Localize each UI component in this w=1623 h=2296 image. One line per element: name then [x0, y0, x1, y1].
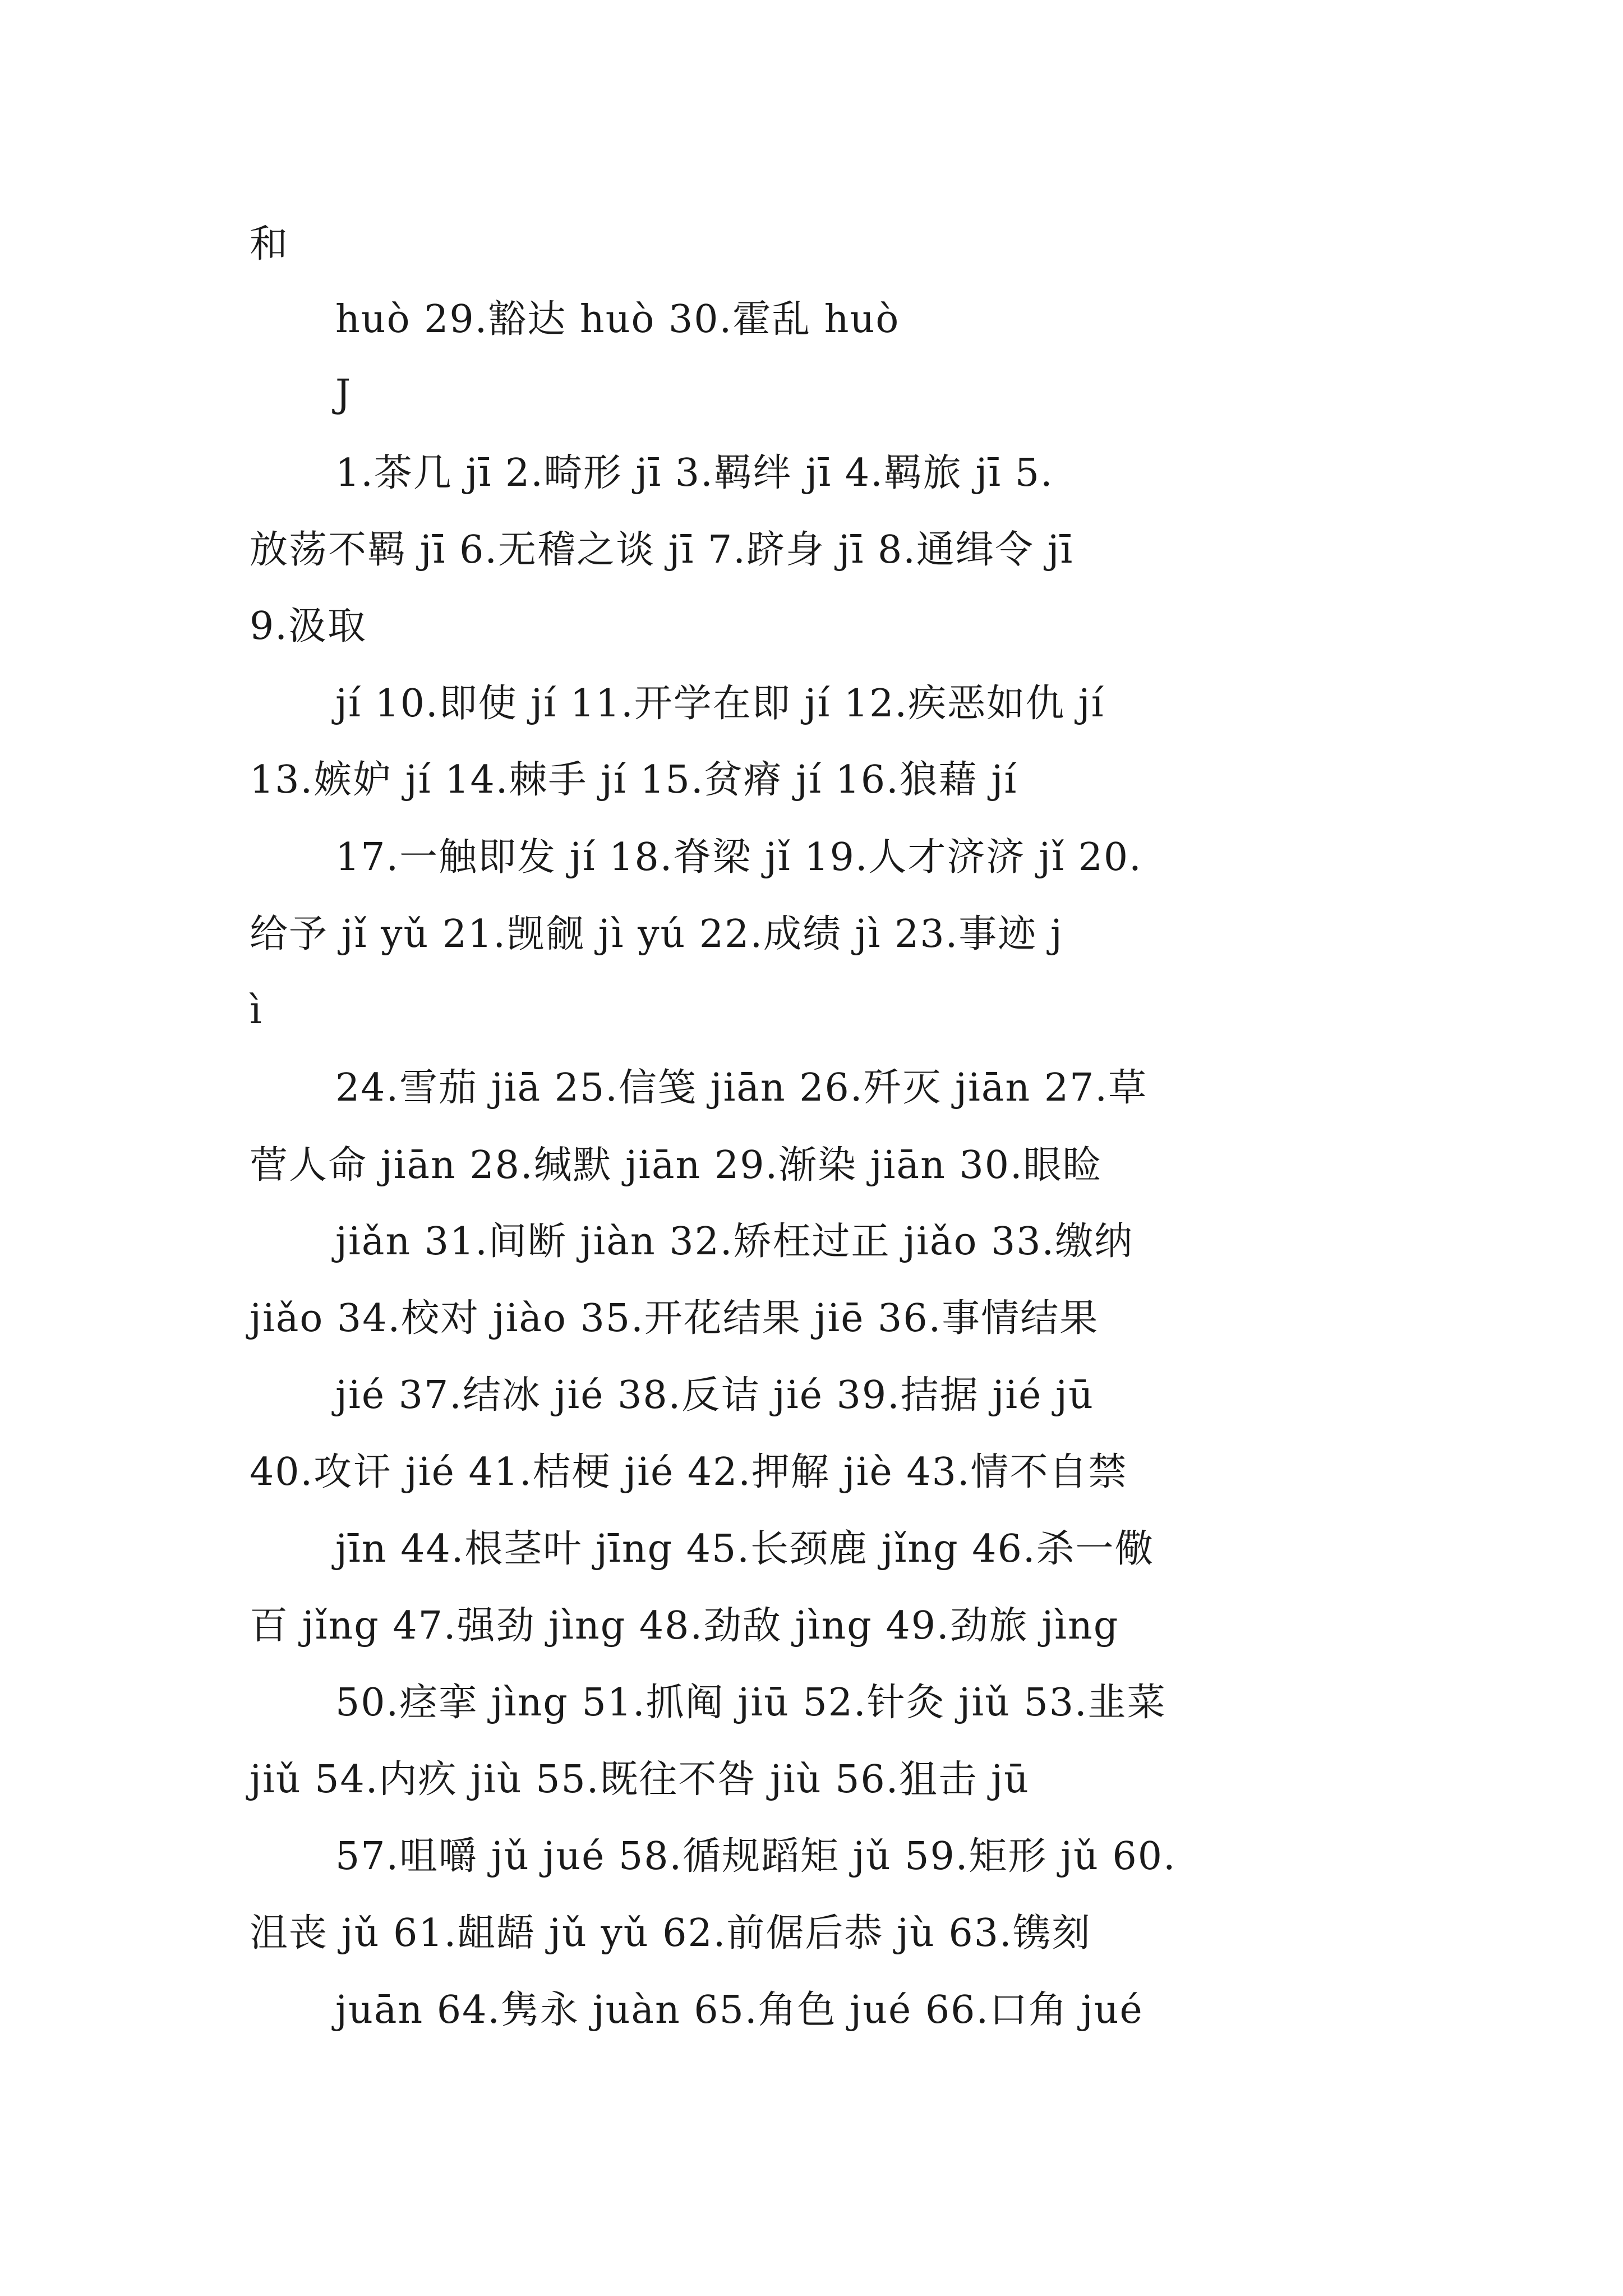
- text-line: 9.汲取: [250, 604, 367, 648]
- text-line: jiǎn 31.间断 jiàn 32.矫枉过正 jiǎo 33.缴纳: [335, 1220, 1134, 1264]
- text-line: 13.嫉妒 jí 14.棘手 jí 15.贫瘠 jí 16.狼藉 jí: [250, 758, 1018, 802]
- text-line: jiǎo 34.校对 jiào 35.开花结果 jiē 36.事情结果: [250, 1296, 1099, 1341]
- text-line: jié 37.结冰 jié 38.反诘 jié 39.拮据 jié jū: [335, 1373, 1094, 1418]
- text-line: 放荡不羁 jī 6.无稽之谈 jī 7.跻身 jī 8.通缉令 jī: [250, 528, 1074, 572]
- text-line: 给予 jǐ yǔ 21.觊觎 jì yú 22.成绩 jì 23.事迹 j: [250, 912, 1063, 956]
- text-line: 和: [250, 222, 289, 266]
- text-line: jí 10.即使 jí 11.开学在即 jí 12.疾恶如仇 jí: [335, 682, 1105, 726]
- text-line: 24.雪茄 jiā 25.信笺 jiān 26.歼灭 jiān 27.草: [335, 1066, 1147, 1110]
- text-line: jīn 44.根茎叶 jīng 45.长颈鹿 jǐng 46.杀一儆: [335, 1527, 1154, 1571]
- text-line: juān 64.隽永 juàn 65.角色 jué 66.口角 jué: [335, 1988, 1144, 2032]
- text-line: 40.攻讦 jié 41.桔梗 jié 42.押解 jiè 43.情不自禁: [250, 1450, 1128, 1494]
- text-line: 17.一触即发 jí 18.脊梁 jǐ 19.人才济济 jǐ 20.: [335, 835, 1142, 880]
- text-line: huò 29.豁达 huò 30.霍乱 huò: [335, 297, 900, 342]
- text-line: 57.咀嚼 jǔ jué 58.循规蹈矩 jǔ 59.矩形 jǔ 60.: [335, 1834, 1177, 1879]
- text-line: 50.痉挛 jìng 51.抓阄 jiū 52.针灸 jiǔ 53.韭菜: [335, 1681, 1166, 1725]
- text-line: 百 jǐng 47.强劲 jìng 48.劲敌 jìng 49.劲旅 jìng: [250, 1604, 1119, 1648]
- text-line: 1.茶几 jī 2.畸形 jī 3.羁绊 jī 4.羁旅 jī 5.: [335, 451, 1054, 495]
- text-line: 菅人命 jiān 28.缄默 jiān 29.渐染 jiān 30.眼睑: [250, 1143, 1102, 1188]
- text-line: 沮丧 jǔ 61.龃龉 jǔ yǔ 62.前倨后恭 jù 63.镌刻: [250, 1911, 1091, 1955]
- section-letter-heading: J: [335, 372, 352, 416]
- text-line: jiǔ 54.内疚 jiù 55.既往不咎 jiù 56.狙击 jū: [250, 1757, 1030, 1802]
- text-line: ì: [250, 988, 263, 1033]
